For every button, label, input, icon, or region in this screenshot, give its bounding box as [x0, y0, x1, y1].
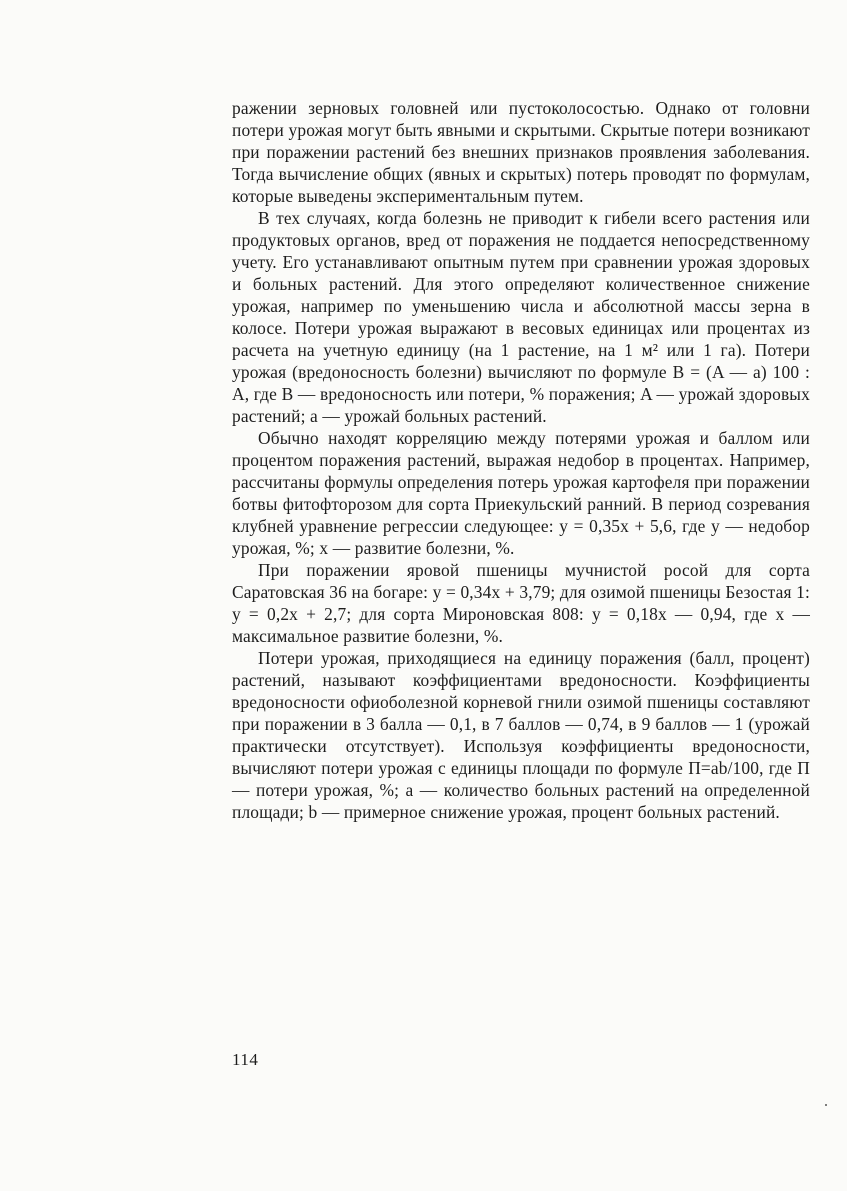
paragraph-3: Обычно находят корреляцию между потерями урожая и баллом или процентом поражения растений, выражая недобор в процентах. Например, рассчитаны формулы определения потерь урожая картофеля при поражении ботвы фитофторозом для сорта Приекульский ранний. В период созревания клубней уравнение регрессии следующее: y = 0,35x + 5,6, где y — недобор урожая, %; x — развитие болезни, %. — [232, 428, 810, 558]
scan-speck — [825, 1104, 827, 1106]
paragraph-4: При поражении яровой пшеницы мучнистой росой для сорта Саратовская 36 на богаре: y = 0,34x + 3,79; для озимой пшеницы Безостая 1: y = 0,2x + 2,7; для сорта Мироновская 808: y = 0,18x — 0,94, где x — максимальное развитие болезни, %. — [232, 560, 810, 646]
paragraph-5: Потери урожая, приходящиеся на единицу поражения (балл, процент) растений, называют коэффициентами вредоносности. Коэффициенты вредоносности офиоболезной корневой гнили озимой пшеницы составляют при поражении в 3 балла — 0,1, в 7 баллов — 0,74, в 9 баллов — 1 (урожай практически отсутствует). Используя коэффициенты вредоносности, вычисляют потери урожая с единицы площади по формуле П=ab/100, где П — потери урожая, %; a — количество больных растений на определенной площади; b — примерное снижение урожая, процент больных растений. — [232, 648, 810, 822]
page-number: 114 — [232, 1050, 259, 1069]
paragraph-1: ражении зерновых головней или пустоколосостью. Однако от головни потери урожая могут быть явными и скрытыми. Скрытые потери возникают при поражении растений без внешних признаков проявления заболевания. Тогда вычисление общих (явных и скрытых) потерь проводят по формулам, которые выведены экспериментальным путем. — [232, 98, 810, 206]
paragraph-2: В тех случаях, когда болезнь не приводит к гибели всего растения или продуктовых органов, вред от поражения не поддается непосредственному учету. Его устанавливают опытным путем при сравнении урожая здоровых и больных растений. Для этого определяют количественное снижение урожая, например по уменьшению числа и абсолютной массы зерна в колосе. Потери урожая выражают в весовых единицах или процентах из расчета на учетную единицу (на 1 растение, на 1 м² или 1 га). Потери урожая (вредоносность болезни) вычисляют по формуле B = (A — a) 100 : A, где B — вредоносность или потери, % поражения; A — урожай здоровых растений; a — урожай больных растений. — [232, 208, 810, 426]
page-body — [232, 97, 810, 823]
